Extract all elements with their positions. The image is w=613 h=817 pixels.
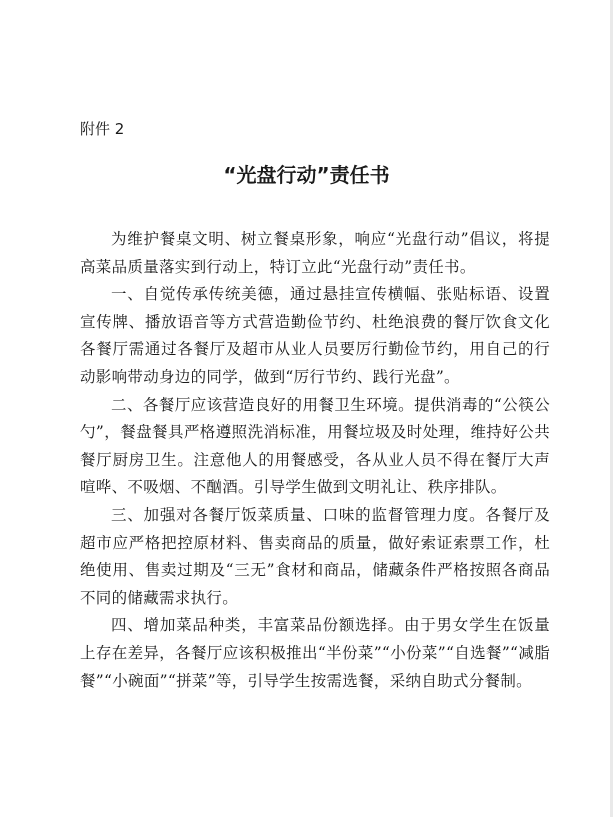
- document-body: [80, 226, 550, 695]
- attachment-label: 附件 2: [80, 120, 125, 138]
- paragraph-item-1: 一、自觉传承传统美德，通过悬挂宣传横幅、张贴标语、设置宣传牌、播放语音等方式营造勤俭节约、杜绝浪费的餐厅饮食文化各餐厅需通过各餐厅及超市从业人员要厉行勤俭节约，用自己的行动影响带动身边的同学，做到“厉行节约、践行光盘”。: [80, 285, 550, 386]
- paragraph-item-4: 四、增加菜品种类，丰富菜品份额选择。由于男女学生在饭量上存在差异，各餐厅应该积极推出“半份菜”“小份菜”“自选餐”“减脂餐”“小碗面”“拼菜”等，引导学生按需选餐，采纳自助式分餐制。: [80, 616, 550, 690]
- paragraph-item-3: 三、加强对各餐厅饭菜质量、口味的监督管理力度。各餐厅及超市应严格把控原材料、售卖商品的质量，做好索证索票工作，杜绝使用、售卖过期及“三无”食材和商品，储藏条件严格按照各商品不同的储藏需求执行。: [80, 505, 550, 607]
- paragraph-intro: 为维护餐桌文明、树立餐桌形象，响应“光盘行动”倡议，将提高菜品质量落实到行动上，特订立此“光盘行动”责任书。: [80, 230, 550, 276]
- document-title: “光盘行动”责任书: [223, 163, 390, 187]
- paragraph-item-2: 二、各餐厅应该营造良好的用餐卫生环境。提供消毒的“公筷公勺”，餐盘餐具严格遵照洗消标准，用餐垃圾及时处理，维持好公共餐厅厨房卫生。注意他人的用餐感受，各从业人员不得在餐厅大声喧哗、不吸烟、不酗酒。引导学生做到文明礼让、秩序排队。: [80, 395, 550, 497]
